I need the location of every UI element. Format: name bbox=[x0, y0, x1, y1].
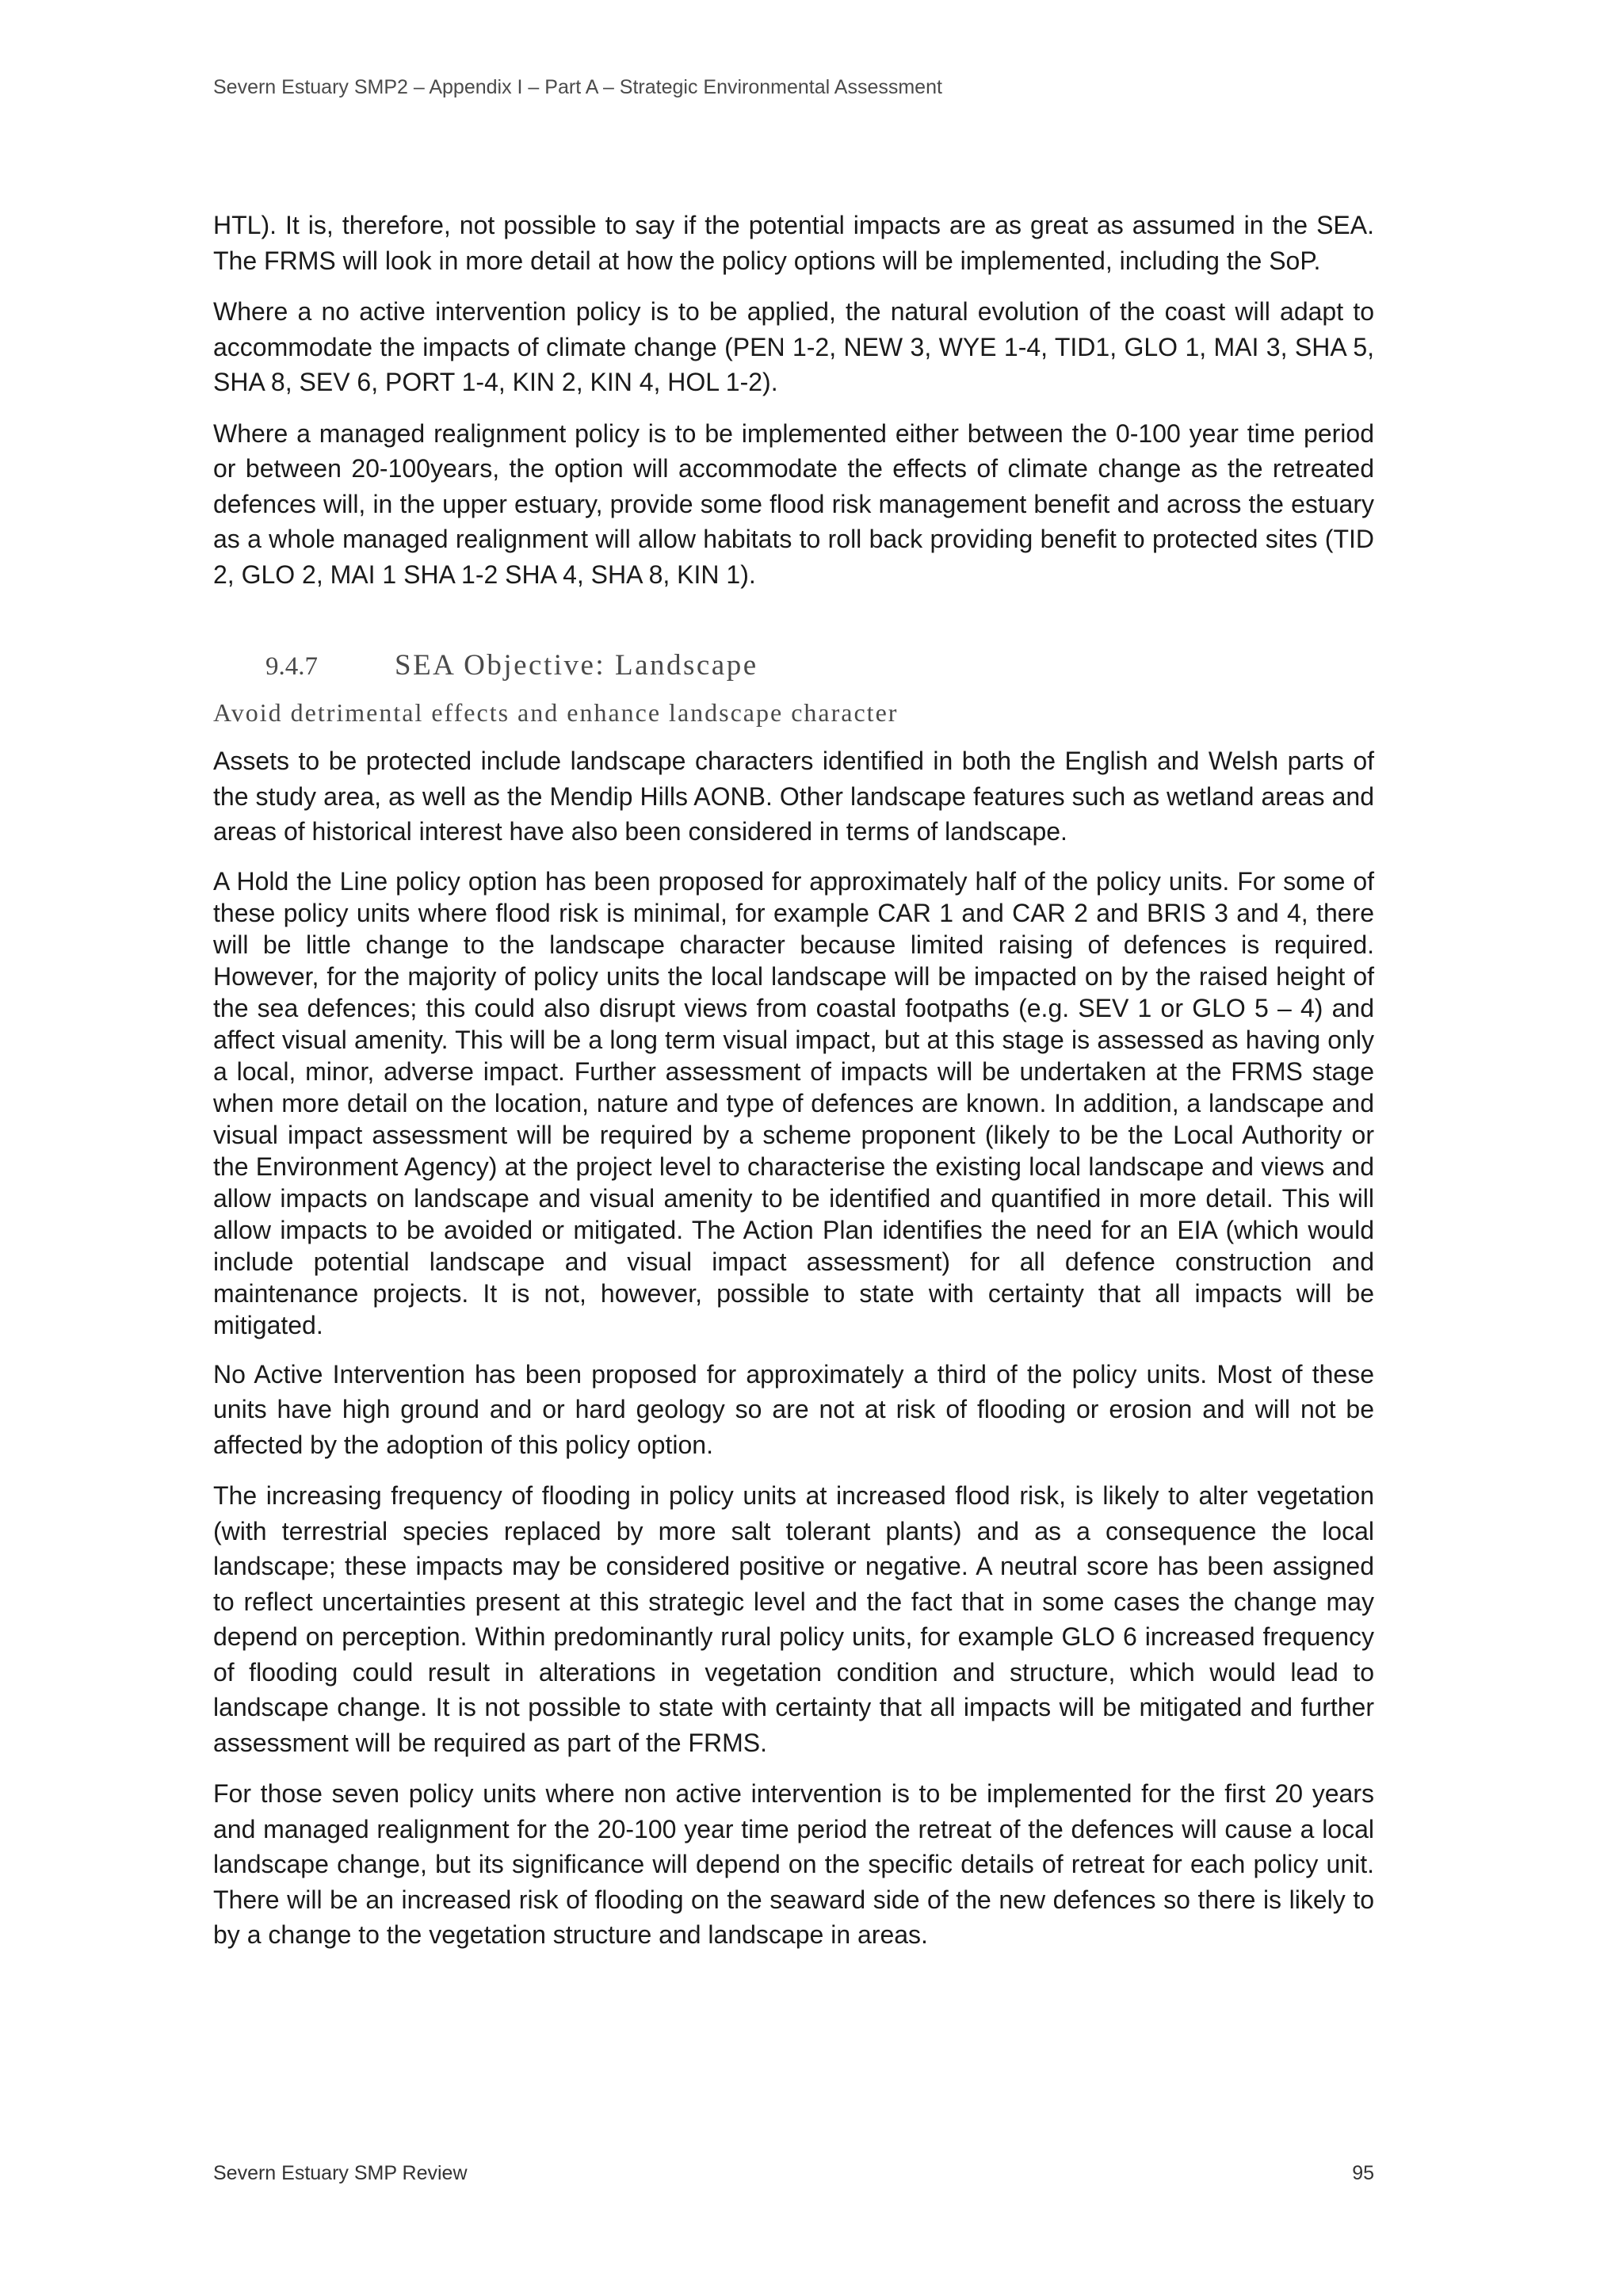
page-number: 95 bbox=[1352, 2162, 1374, 2184]
body-paragraph: For those seven policy units where non active intervention is to be implemented for the first 20 years and managed realignment for the 20-100 year time period the retreat of the defences will cause a local landscape change, but its significance will depend on the specific details of retreat for each policy unit. There will be an increased risk of flooding on the seaward side of the new defences so there is likely to by a change to the vegetation structure and landscape in areas. bbox=[213, 1779, 1374, 1949]
running-header: Severn Estuary SMP2 – Appendix I – Part A – Strategic Environmental Assessment bbox=[213, 76, 942, 98]
section-title: SEA Objective: Landscape bbox=[395, 649, 758, 682]
body-paragraph: Assets to be protected include landscape characters identified in both the English and Welsh parts of the study area, as well as the Mendip Hills AONB. Other landscape features such as wetland areas and areas of historical interest have also been considered in terms of landscape. bbox=[213, 747, 1374, 846]
body-paragraph: Where a no active intervention policy is to be applied, the natural evolution of the coast will adapt to accommodate the impacts of climate change (PEN 1-2, NEW 3, WYE 1-4, TID1, GLO 1, MAI 3, SHA 5, SHA 8, SEV 6, PORT 1-4, KIN 2, KIN 4, HOL 1-2). bbox=[213, 297, 1374, 396]
body-paragraph: No Active Intervention has been proposed for approximately a third of the policy units. Most of these units have high ground and or hard geology so are not at risk of flooding or erosion and will not be affected by the adoption of this policy option. bbox=[213, 1359, 1374, 1459]
document-body bbox=[213, 208, 1374, 1969]
footer-title: Severn Estuary SMP Review bbox=[213, 2162, 468, 2184]
section-heading bbox=[265, 646, 1374, 686]
body-paragraph: A Hold the Line policy option has been proposed for approximately half of the policy units. For some of these policy units where flood risk is minimal, for example CAR 1 and CAR 2 and BRIS 3 and 4, there will be little change to the landscape character because limited raising of defences is required. However, for the majority of policy units the local landscape will be impacted on by the raised height of the sea defences; this could also disrupt views from coastal footpaths (e.g. SEV 1 or GLO 5 – 4) and affect visual amenity. This will be a long term visual impact, but at this stage is assessed as having only a local, minor, adverse impact. Further assessment of impacts will be undertaken at the FRMS stage when more detail on the location, nature and type of defences are known. In addition, a landscape and visual impact assessment will be required by a scheme proponent (likely to be the Local Authority or the Environment Agency) at the project level to characterise the existing local landscape and views and allow impacts on landscape and visual amenity to be identified and quantified in more detail. This will allow impacts to be avoided or mitigated. The Action Plan identifies the need for an EIA (which would include potential landscape and visual impact assessment) for all defence construction and maintenance projects. It is not, however, possible to state with certainty that all impacts will be mitigated. bbox=[213, 866, 1374, 1339]
section-number: 9.4.7 bbox=[265, 652, 318, 681]
section-subtitle: Avoid detrimental effects and enhance landscape character bbox=[213, 698, 899, 727]
body-paragraph: The increasing frequency of flooding in policy units at increased flood risk, is likely to alter vegetation (with terrestrial species replaced by more salt tolerant plants) and as a consequence the local landscape; these impacts may be considered positive or negative. A neutral score has been assigned to reflect uncertainties present at this strategic level and the fact that in some cases the change may depend on perception. Within predominantly rural policy units, for example GLO 6 increased frequency of flooding could result in alterations in vegetation condition and structure, which would lead to landscape change. It is not possible to state with certainty that all impacts will be mitigated and further assessment will be required as part of the FRMS. bbox=[213, 1481, 1374, 1757]
body-paragraph: HTL). It is, therefore, not possible to say if the potential impacts are as great as assumed in the SEA. The FRMS will look in more detail at how the policy options will be implemented, including the SoP. bbox=[213, 211, 1374, 275]
body-paragraph: Where a managed realignment policy is to be implemented either between the 0-100 year time period or between 20-100years, the option will accommodate the effects of climate change as the retreated defences will, in the upper estuary, provide some flood risk management benefit and across the estuary as a whole managed realignment will allow habitats to roll back providing benefit to protected sites (TID 2, GLO 2, MAI 1 SHA 1-2 SHA 4, SHA 8, KIN 1). bbox=[213, 418, 1374, 589]
